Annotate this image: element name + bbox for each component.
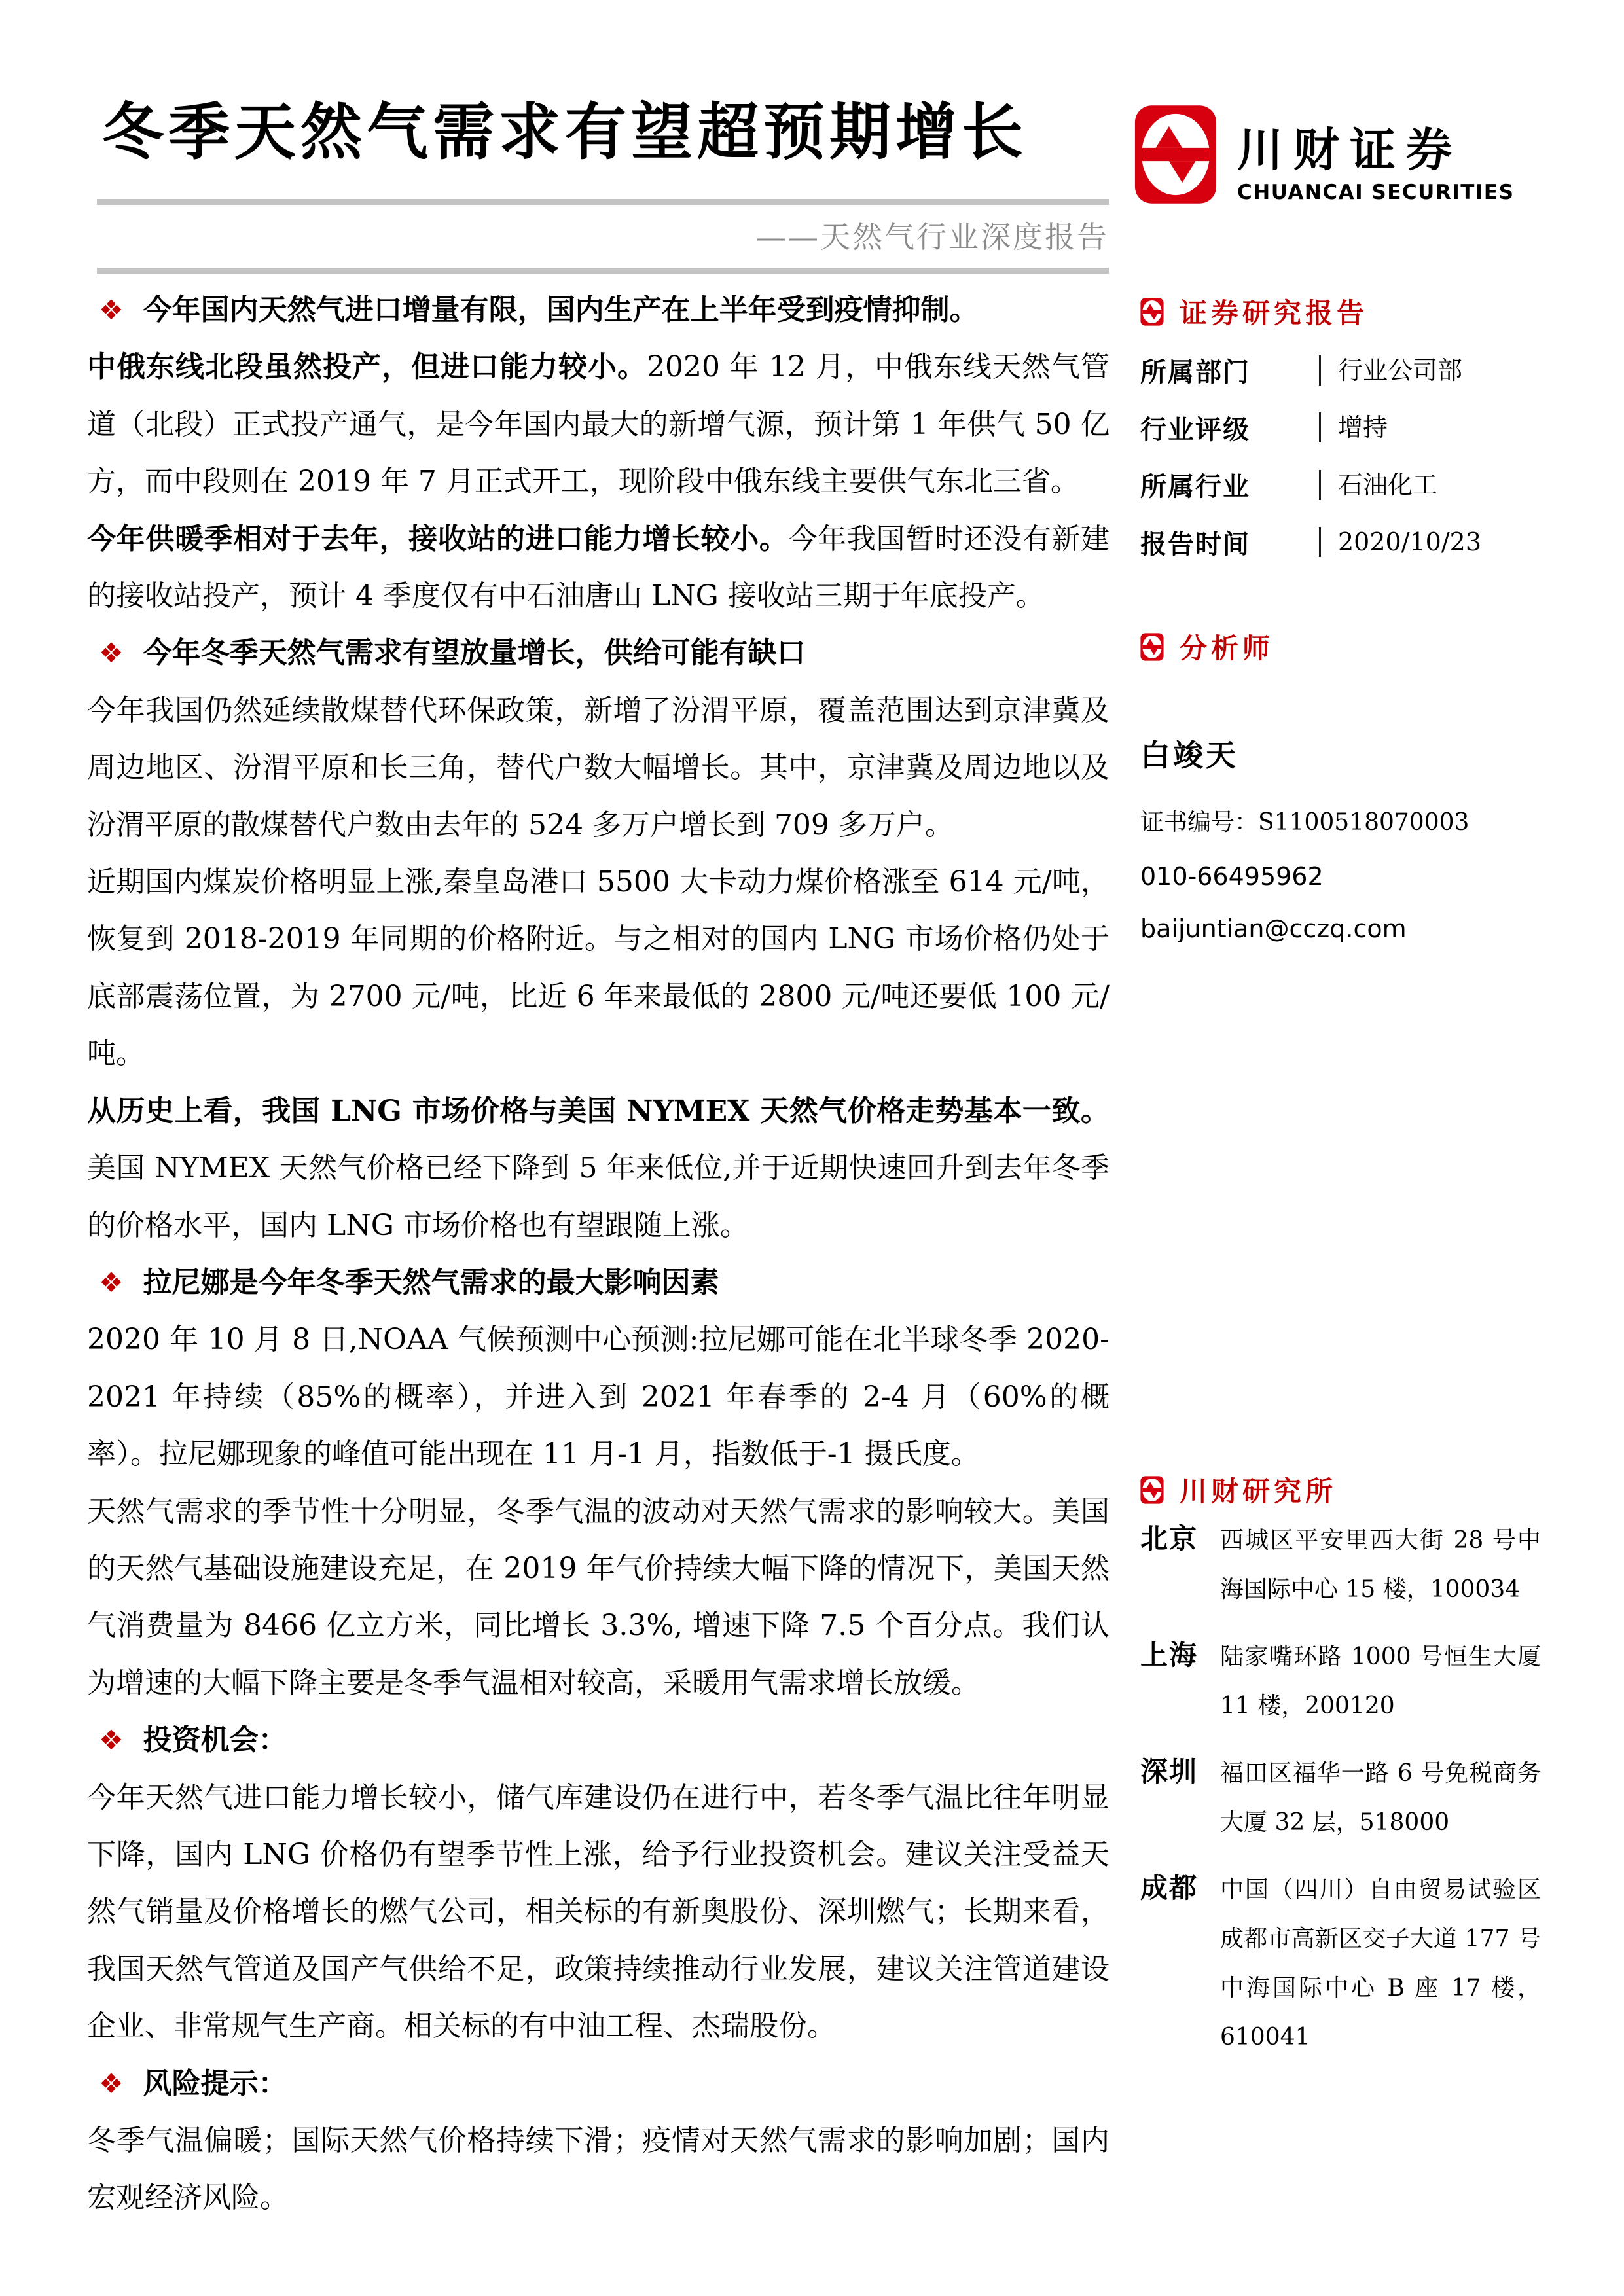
paragraph: [87, 853, 1110, 1083]
analyst-phone: 010-66495962: [1140, 862, 1324, 891]
brand-name-en: CHUANCAI SECURITIES: [1237, 181, 1515, 204]
office-shenzhen: [1140, 1749, 1559, 1847]
analyst-cert-number: 证书编号：S1100518070003: [1140, 809, 1470, 836]
page-title: 冬季天然气需求有望超预期增长: [102, 96, 1028, 168]
diamond-bullet-icon: ❖: [99, 637, 124, 670]
paragraph-text: 美国 NYMEX 天然气价格已经下降到 5 年来低位,并于近期快速回升到去年冬季的价格水平，国内 LNG 市场价格也有望跟随上涨。: [87, 1151, 1110, 1242]
diamond-bullet-icon: ❖: [99, 2067, 124, 2100]
institute-badge: [1140, 1470, 1337, 1509]
meta-field-industry: [1140, 456, 1559, 514]
paragraph: [87, 1311, 1110, 1482]
report-type-badge: [1140, 292, 1368, 331]
paragraph: [87, 338, 1110, 510]
bullet-heading: [87, 2055, 1110, 2112]
chuancai-mini-logo-icon: [1140, 1476, 1164, 1504]
meta-field-date: [1140, 514, 1559, 571]
field-label: 所属行业: [1140, 471, 1250, 503]
brand-block: [1134, 105, 1514, 204]
field-label: 行业评级: [1140, 414, 1250, 445]
office-address: 福田区福华一路 6 号免税商务大厦 32 层，518000: [1220, 1760, 1541, 1836]
meta-field-rating: [1140, 399, 1559, 457]
field-label: 所属部门: [1140, 357, 1250, 388]
report-body: [87, 281, 1110, 2227]
bullet-heading-text: 今年冬季天然气需求有望放量增长，供给可能有缺口: [143, 636, 806, 670]
office-city: 成都: [1140, 1872, 1199, 1904]
office-beijing: [1140, 1516, 1559, 1614]
bullet-heading-text: 拉尼娜是今年冬季天然气需求的最大影响因素: [143, 1265, 719, 1299]
brand-name-cn: 川财证券: [1237, 123, 1462, 177]
office-list: [1140, 1516, 1559, 2080]
analyst-badge-label: 分析师: [1180, 632, 1274, 664]
divider-bottom: [97, 268, 1109, 274]
paragraph: [87, 511, 1110, 625]
analyst-email: baijuntian@cczq.com: [1140, 914, 1407, 943]
paragraph-text: 2020 年 10 月 8 日,NOAA 气候预测中心预测:拉尼娜可能在北半球冬季 2020-2021 年持续（85%的概率），并进入到 2021 年春季的 2-4 月（60%的概率）。拉尼娜现象的峰值可能出现在 11 月-1 月，指数低于-1 摄氏度。: [87, 1323, 1110, 1471]
paragraph-text: 近期国内煤炭价格明显上涨,秦皇岛港口 5500 大卡动力煤价格涨至 614 元/吨，恢复到 2018-2019 年同期的价格附近。与之相对的国内 LNG 市场价格仍处于底部震荡位置，为 2700 元/吨，比近 6 年来最低的 2800 元/吨还要低 100 元/吨。: [87, 865, 1110, 1071]
meta-field-department: [1140, 342, 1559, 399]
field-value: 石油化工: [1319, 470, 1437, 500]
paragraph: [87, 1483, 1110, 1712]
paragraph: [87, 1083, 1110, 1254]
report-subtitle: ——天然气行业深度报告: [756, 219, 1109, 255]
chuancai-logo-icon: [1134, 105, 1218, 204]
chuancai-mini-logo-icon: [1140, 298, 1164, 326]
office-address: 西城区平安里西大街 28 号中海国际中心 15 楼，100034: [1220, 1527, 1541, 1603]
bullet-heading-text: 今年国内天然气进口增量有限，国内生产在上半年受到疫情抑制。: [143, 293, 979, 327]
bullet-heading: [87, 1712, 1110, 1768]
bullet-heading: [87, 281, 1110, 338]
analyst-card: [1140, 732, 1559, 943]
paragraph-text: 今年我国仍然延续散煤替代环保政策，新增了汾渭平原，覆盖范围达到京津冀及周边地区、汾渭平原和长三角，替代户数大幅增长。其中，京津冀及周边地以及汾渭平原的散煤替代户数由去年的 524 多万户增长到 709 多万户。: [87, 693, 1110, 842]
brand-names: [1237, 105, 1514, 204]
paragraph: [87, 1769, 1110, 2055]
paragraph-lead: 今年供暖季相对于去年，接收站的进口能力增长较小。: [87, 522, 789, 556]
divider-top: [97, 199, 1109, 205]
bullet-heading-text: 投资机会：: [143, 1723, 287, 1757]
field-label: 报告时间: [1140, 528, 1250, 560]
office-chengdu: [1140, 1865, 1559, 2062]
paragraph-text: 冬季气温偏暖；国际天然气价格持续下滑；疫情对天然气需求的影响加剧；国内宏观经济风险。: [87, 2124, 1110, 2215]
institute-badge-label: 川财研究所: [1180, 1475, 1337, 1507]
field-value: 增持: [1319, 412, 1388, 442]
paragraph-lead: 从历史上看，我国 LNG 市场价格与美国 NYMEX 天然气价格走势基本一致。: [87, 1094, 1110, 1128]
diamond-bullet-icon: ❖: [99, 294, 124, 326]
office-city: 北京: [1140, 1522, 1199, 1554]
office-city: 上海: [1140, 1639, 1199, 1671]
bullet-heading: [87, 1254, 1110, 1311]
office-address: 中国（四川）自由贸易试验区成都市高新区交子大道 177 号中海国际中心 B 座 17 楼，610041: [1220, 1876, 1541, 2051]
report-meta-fields: [1140, 342, 1559, 571]
diamond-bullet-icon: ❖: [99, 1724, 124, 1757]
paragraph-text: 天然气需求的季节性十分明显，冬季气温的波动对天然气需求的影响较大。美国的天然气基础设施建设充足，在 2019 年气价持续大幅下降的情况下，美国天然气消费量为 8466 亿立方米，同比增长 3.3%, 增速下降 7.5 个百分点。我们认为增速的大幅下降主要是冬季气温相对较高，采暖用气需求增长放缓。: [87, 1494, 1110, 1700]
paragraph-text: 今年天然气进口能力增长较小，储气库建设仍在进行中，若冬季气温比往年明显下降，国内 LNG 价格仍有望季节性上涨，给予行业投资机会。建议关注受益天然气销量及价格增长的燃气公司，相关标的有新奥股份、深圳燃气；长期来看，我国天然气管道及国产气供给不足，政策持续推动行业发展，建议关注管道建设企业、非常规气生产商。相关标的有中油工程、杰瑞股份。: [87, 1780, 1110, 2043]
bullet-heading-text: 风险提示：: [143, 2066, 287, 2100]
field-value: 行业公司部: [1319, 355, 1462, 386]
paragraph: [87, 2112, 1110, 2227]
report-type-badge-label: 证券研究报告: [1180, 297, 1369, 329]
field-value: 2020/10/23: [1319, 527, 1481, 557]
analyst-name: 白竣天: [1140, 738, 1238, 773]
paragraph-text: 今年我国暂时还没有新建的接收站投产，预计 4 季度仅有中石油唐山 LNG 接收站三期于年底投产。: [87, 522, 1110, 613]
diamond-bullet-icon: ❖: [99, 1266, 124, 1299]
analyst-badge: [1140, 627, 1274, 666]
chuancai-mini-logo-icon: [1140, 633, 1164, 661]
paragraph-lead: 中俄东线北段虽然投产，但进口能力较小。: [87, 350, 647, 384]
bullet-heading: [87, 624, 1110, 681]
paragraph-text: 2020 年 12 月，中俄东线天然气管道（北段）正式投产通气，是今年国内最大的新增气源，预计第 1 年供气 50 亿方，而中段则在 2019 年 7 月正式开工，现阶段中俄东线主要供气东北三省。: [87, 350, 1110, 499]
office-shanghai: [1140, 1632, 1559, 1731]
office-address: 陆家嘴环路 1000 号恒生大厦 11 楼，200120: [1220, 1643, 1541, 1719]
office-city: 深圳: [1140, 1755, 1199, 1787]
paragraph: [87, 682, 1110, 853]
